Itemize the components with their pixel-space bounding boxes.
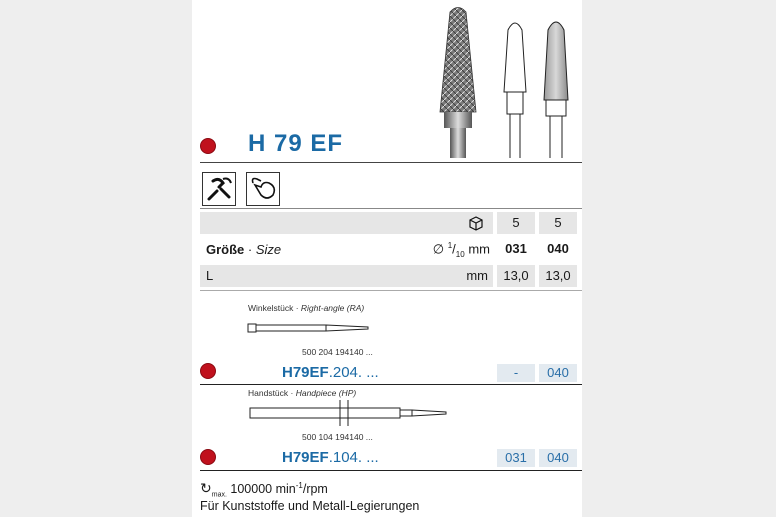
size-label — [206, 242, 281, 257]
size-value-2: 040 — [539, 238, 577, 260]
table-rule — [200, 290, 582, 291]
length-value-1: 13,0 — [497, 265, 535, 287]
ra-bur-drawing — [246, 320, 372, 336]
speed-line — [200, 480, 328, 499]
right-margin-band — [582, 0, 776, 517]
rotation-icon: ↻ — [200, 480, 212, 496]
ra-value-1: - — [497, 364, 535, 382]
ra-label-de: Winkelstück · — [248, 303, 301, 313]
speed-value: 100000 min — [230, 482, 296, 496]
ra-rule — [200, 384, 582, 385]
hp-label-de: Handstück · — [248, 388, 296, 398]
hp-rule — [200, 470, 582, 471]
category-dot — [200, 138, 216, 154]
pack-value-1: 5 — [497, 212, 535, 234]
speed-unit: /rpm — [302, 482, 328, 496]
ra-label-en: Right-angle (RA) — [300, 303, 365, 313]
hp-value-1: 031 — [497, 449, 535, 467]
speed-sup: -1 — [295, 480, 303, 490]
size-unit: ∅ $^1/_{10}$ mm — [432, 241, 490, 259]
hp-label — [248, 388, 356, 398]
pack-row-bg — [200, 212, 493, 234]
ra-label — [248, 303, 364, 313]
fraction-denominator: 10 — [455, 249, 465, 259]
diameter-symbol: ∅ — [432, 241, 445, 257]
ra-code-bold: H79EF — [282, 364, 329, 381]
hp-reference: 500 104 194140 ... — [302, 432, 373, 442]
ra-value-2: 040 — [539, 364, 577, 382]
hp-value-2: 040 — [539, 449, 577, 467]
product-title: H 79 EF — [248, 130, 344, 157]
pack-value-2: 5 — [539, 212, 577, 234]
hp-code — [282, 449, 379, 466]
hp-bur-drawing — [248, 398, 452, 428]
model-denture-icon — [246, 172, 280, 206]
length-unit: mm — [466, 268, 488, 283]
size-label-sep: · — [244, 242, 256, 257]
size-label-en: Size — [255, 242, 282, 257]
material-note: Für Kunststoffe und Metall-Legierungen — [200, 499, 420, 513]
size-label-de: Größe — [206, 242, 245, 257]
hp-code-rest: .104. ... — [328, 449, 379, 466]
ra-code — [282, 364, 379, 381]
size-value-1: 031 — [497, 238, 535, 260]
ra-dot — [200, 363, 216, 379]
left-margin-band — [0, 0, 192, 517]
speed-sub: max. — [211, 491, 227, 499]
package-icon — [468, 215, 484, 231]
ra-reference: 500 204 194140 ... — [302, 347, 373, 357]
length-value-2: 13,0 — [539, 265, 577, 287]
technician-hand-icon — [202, 172, 236, 206]
ra-code-rest: .204. ... — [328, 364, 379, 381]
icons-rule — [200, 208, 582, 209]
hp-dot — [200, 449, 216, 465]
size-mm: mm — [468, 241, 490, 257]
bur-illustration — [420, 4, 590, 158]
hp-code-bold: H79EF — [282, 449, 329, 466]
title-rule — [200, 162, 582, 163]
hp-label-en: Handpiece (HP) — [295, 388, 357, 398]
length-label: L — [206, 268, 214, 283]
fraction-numerator: 1 — [447, 241, 453, 250]
